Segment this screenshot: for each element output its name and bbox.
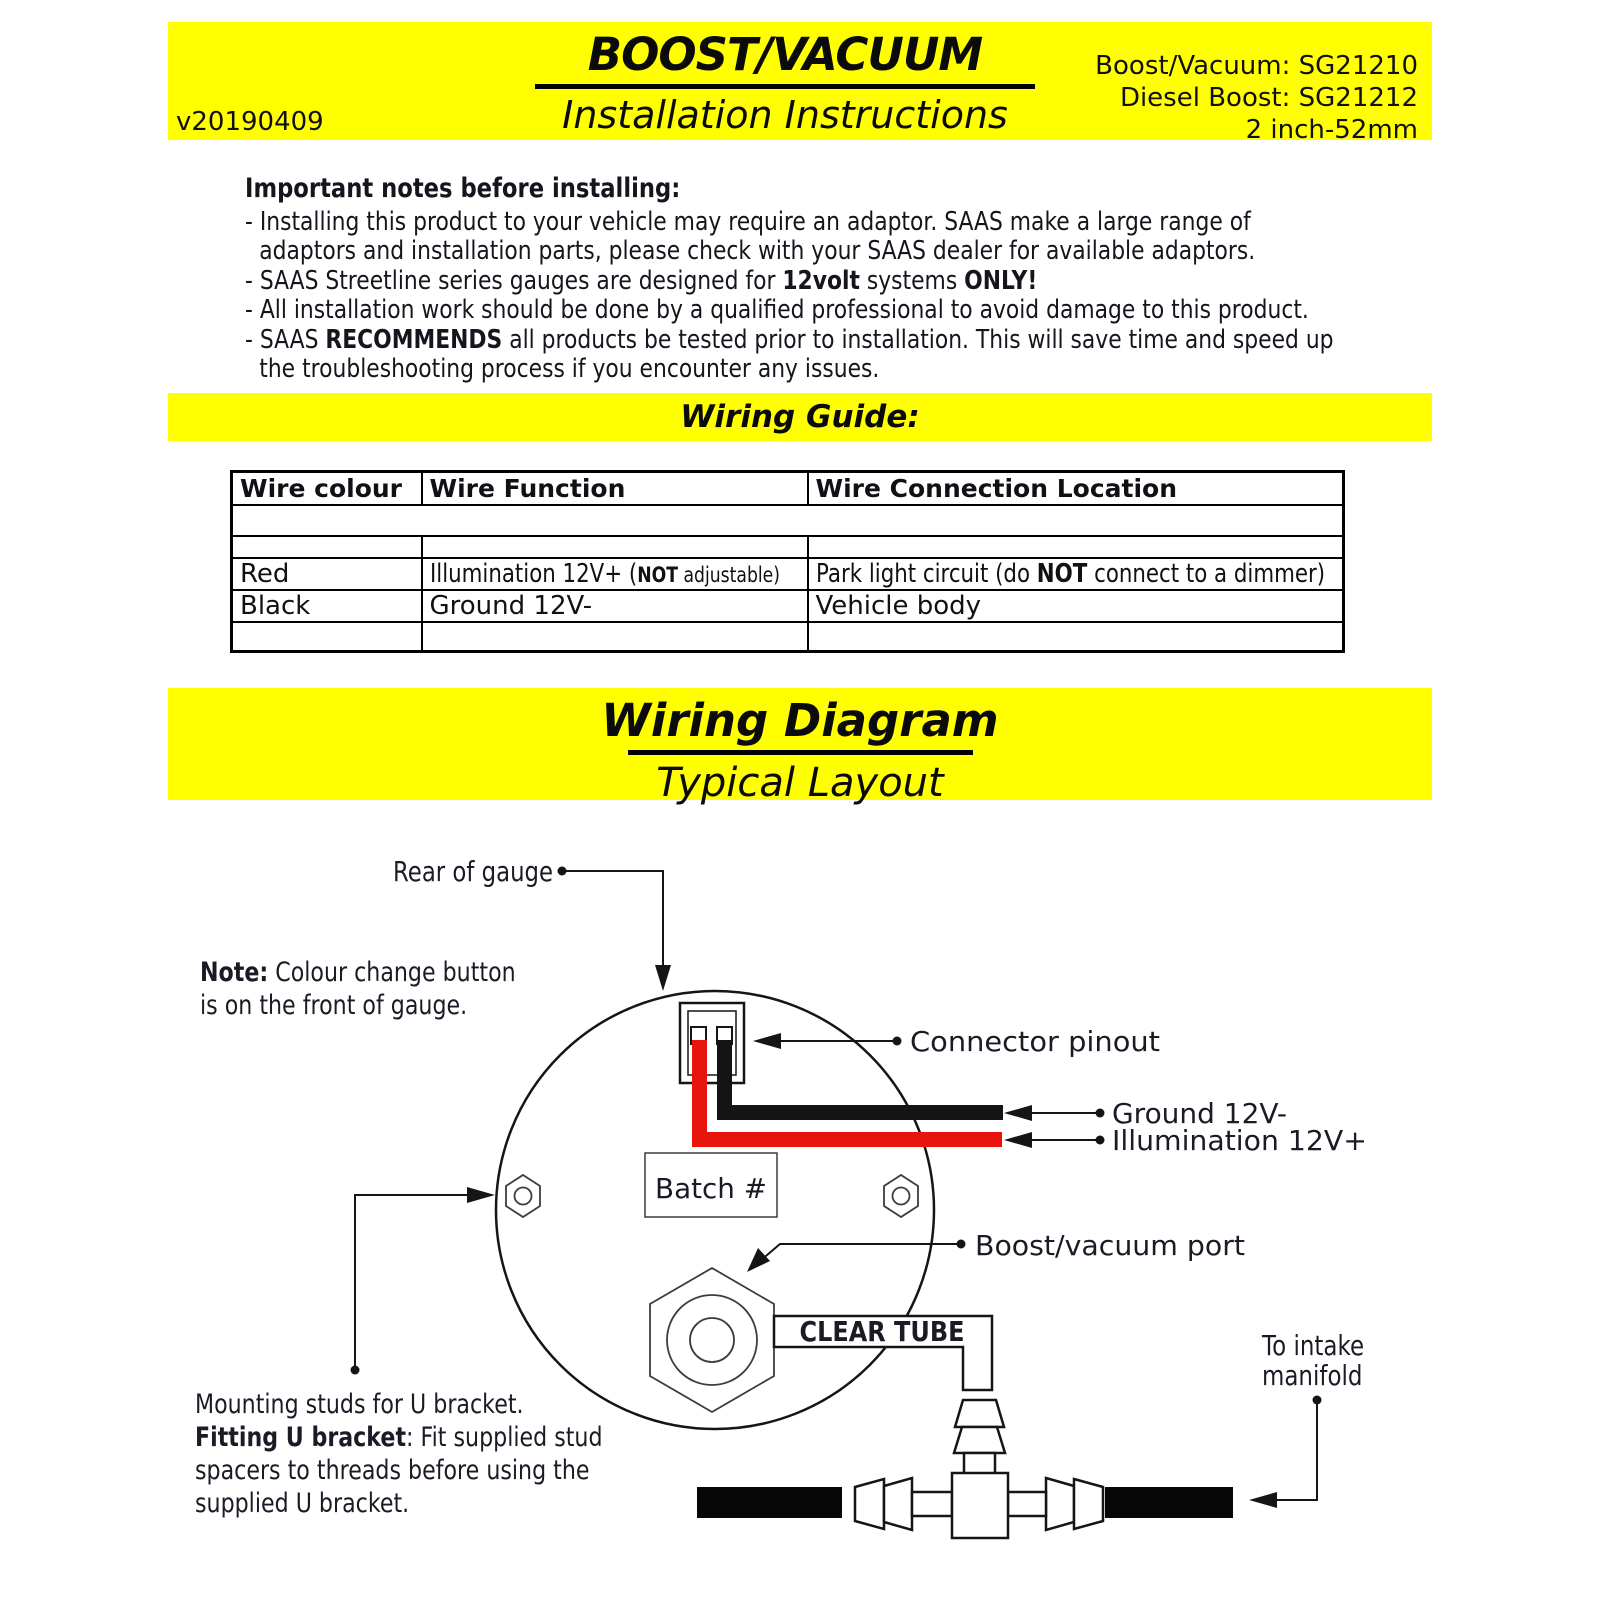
intake-arrowhead [1249,1492,1277,1508]
note-line: - Installing this product to your vehicle may require an adaptor. SAAS make a large range of [245,206,1251,237]
note-line: is on the front of gauge. [200,990,468,1021]
tee-left-barb-inner [884,1478,912,1530]
notes-heading: Important notes before installing: [245,173,681,204]
tee-body [952,1473,1008,1538]
note-line: Note: Colour change button [200,957,516,988]
hose-right [1105,1487,1233,1518]
product-size-line: 2 inch-52mm [1245,115,1418,145]
wiring-table [230,470,1345,653]
ground-dot [1096,1109,1105,1118]
product-codes [1095,50,1418,146]
tee-right-neck [1008,1492,1046,1516]
intake-line [1267,1400,1317,1500]
table-row [232,558,1344,590]
rear-of-gauge-label: Rear of gauge [393,855,553,888]
mounting-line: supplied U bracket. [195,1488,410,1519]
illumination-dot [1096,1136,1105,1145]
illumination-label: Illumination 12V+ [1112,1124,1367,1157]
mounting-stud-arrowhead [467,1187,495,1203]
table-row [232,505,1344,536]
diagram-title-underline [628,750,973,755]
note-line: - All installation work should be done by a qualified professional to avoid damage to this product. [245,295,1309,325]
tee-right-barb-outer [1074,1479,1103,1529]
tee-top-barb-1 [955,1400,1004,1427]
cell-wire-function: Ground 12V- [422,590,808,622]
mounting-stud-left-hole [515,1188,532,1205]
col-header-wire-function: Wire Function [422,472,808,506]
tee-top-neck [964,1453,995,1474]
connector-pinout-label: Connector pinout [910,1025,1161,1058]
cell-wire-function: Illumination 12V+ (NOT adjustable) [422,558,808,590]
mounting-line: Mounting studs for U bracket. [195,1389,524,1420]
mounting-line: Fitting U bracket: Fit supplied stud [195,1422,603,1453]
wiring-diagram-title: Wiring Diagram [601,694,999,747]
mounting-line: spacers to threads before using the [195,1455,590,1486]
boost-port-label: Boost/vacuum port [975,1229,1246,1262]
tee-top-barb-2 [954,1427,1005,1453]
header-banner [168,22,1432,145]
tee-right-barb-inner [1046,1478,1074,1530]
wiring-guide-banner [168,393,1432,441]
ground-label: Ground 12V- [1112,1097,1287,1130]
boost-port-hole [690,1318,734,1362]
note-line: - SAAS Streetline series gauges are designed for 12volt systems ONLY! [245,265,1038,296]
mounting-stud-line [355,1195,477,1370]
table-row [232,590,1344,622]
colour-change-note [200,956,516,1022]
cell-wire-location: Park light circuit (do NOT connect to a dimmer) [808,558,1344,590]
title-underline [535,84,1035,89]
col-header-wire-location: Wire Connection Location [808,472,1344,506]
rear-of-gauge-arrowhead [655,965,671,991]
illumination-arrowhead [1004,1132,1032,1148]
col-header-wire-colour: Wire colour [232,472,422,506]
mounting-studs-note [195,1388,603,1520]
mounting-stud-right-hole [893,1188,910,1205]
wiring-diagram-banner [168,688,1432,806]
tee-left-barb-outer [855,1479,884,1529]
cell-wire-colour: Black [232,590,422,622]
intake-line: To intake [1262,1329,1365,1362]
page-title: BOOST/VACUUM [587,28,983,81]
cell-wire-colour: Red [232,558,422,590]
tee-left-neck [912,1492,952,1516]
note-line: - SAAS RECOMMENDS all products be tested prior to installation. This will save time and speed up [245,324,1334,355]
connector-pinout-dot [893,1037,902,1046]
note-line: the troubleshooting process if you encounter any issues. [259,354,880,384]
ground-arrowhead [1004,1105,1032,1121]
cell-wire-location: Vehicle body [808,590,1344,622]
note-line: adaptors and installation parts, please check with your SAAS dealer for available adaptors. [259,236,1256,266]
product-code-line: Diesel Boost: SG21212 [1119,83,1418,113]
table-row [232,536,1344,558]
typical-layout-subtitle: Typical Layout [656,760,944,806]
rear-of-gauge-line [562,871,663,974]
important-notes [245,174,1463,385]
intake-manifold-label [1262,1331,1364,1391]
batch-number-label: Batch # [655,1172,767,1205]
hose-left [697,1487,842,1518]
table-row [232,622,1344,652]
page-subtitle: Installation Instructions [562,93,1008,137]
wiring-guide-title: Wiring Guide: [680,399,920,435]
product-code-line: Boost/Vacuum: SG21210 [1095,51,1418,81]
clear-tube-label: CLEAR TUBE [799,1315,965,1348]
intake-line: manifold [1262,1359,1363,1392]
table-header-row [232,472,1344,506]
version-label: v20190409 [176,107,324,137]
